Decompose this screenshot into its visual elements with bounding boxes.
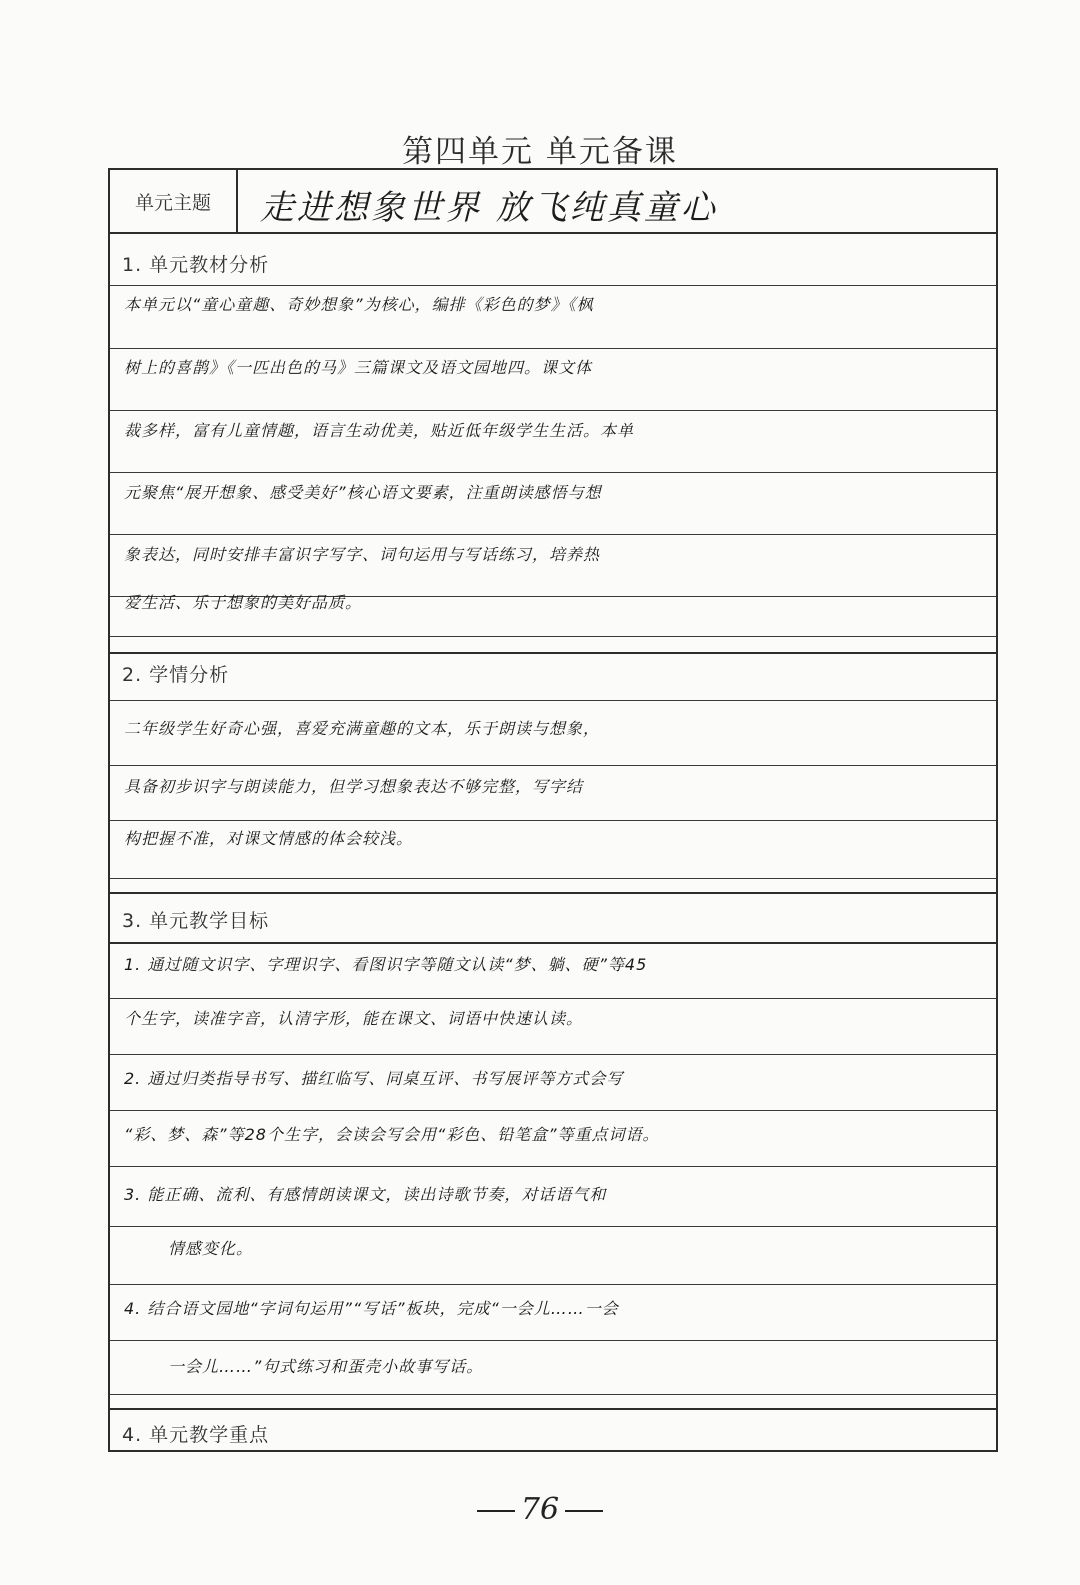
handwritten-line: 一会儿……”句式练习和蛋壳小故事写话。 (168, 1357, 484, 1376)
ruled-line (110, 534, 996, 535)
page-number-value: 76 (520, 1492, 560, 1527)
handwritten-line: 2. 通过归类指导书写、描红临写、同桌互评、书写展评等方式会写 (124, 1069, 624, 1088)
handwritten-line: 爱生活、乐于想象的美好品质。 (124, 593, 363, 612)
ruled-line (110, 636, 996, 637)
section-label-teaching-focus: 4. 单元教学重点 (122, 1424, 270, 1446)
lesson-plan-form (108, 168, 998, 1452)
section-label-material-analysis: 1. 单元教材分析 (122, 254, 270, 276)
handwritten-line: “彩、梦、森”等28个生字，会读会写会用“彩色、铅笔盒”等重点词语。 (124, 1125, 660, 1144)
ruled-line (110, 348, 996, 349)
handwritten-line: 情感变化。 (168, 1239, 254, 1258)
ruled-line (110, 942, 996, 944)
section-label-teaching-goals: 3. 单元教学目标 (122, 910, 270, 932)
unit-theme-label: 单元主题 (110, 170, 238, 232)
ruled-line (110, 1226, 996, 1227)
handwritten-line: 1. 通过随文识字、字理识字、看图识字等随文认读“梦、躺、硬”等45 (124, 955, 648, 974)
ruled-line (110, 410, 996, 411)
section-divider (110, 652, 996, 654)
ruled-line (110, 1394, 996, 1395)
handwritten-line: 具备初步识字与朗读能力，但学习想象表达不够完整，写字结 (124, 777, 584, 796)
handwritten-line: 二年级学生好奇心强，喜爱充满童趣的文本，乐于朗读与想象， (124, 719, 601, 738)
dash-left (477, 1510, 515, 1512)
ruled-line (110, 820, 996, 821)
section-label-student-analysis: 2. 学情分析 (122, 664, 230, 686)
ruled-line (110, 998, 996, 999)
ruled-line (110, 285, 996, 286)
handwritten-line: 树上的喜鹊》《一匹出色的马》三篇课文及语文园地四。课文体 (124, 358, 593, 377)
ruled-line (110, 1054, 996, 1055)
ruled-line (110, 700, 996, 701)
handwritten-line: 本单元以“童心童趣、奇妙想象”为核心，编排《彩色的梦》《枫 (124, 295, 594, 314)
dash-right (565, 1510, 603, 1512)
section-divider (110, 1408, 996, 1410)
ruled-line (110, 472, 996, 473)
handwritten-line: 元聚焦“展开想象、感受美好”核心语文要素，注重朗读感悟与想 (124, 483, 602, 502)
handwritten-line: 3. 能正确、流利、有感情朗读课文，读出诗歌节奏，对话语气和 (124, 1185, 607, 1204)
ruled-line (110, 1166, 996, 1167)
handwritten-line: 象表达，同时安排丰富识字写字、词句运用与写话练习，培养热 (124, 545, 601, 564)
section-divider (110, 892, 996, 894)
page-number (0, 1492, 1080, 1527)
ruled-line (110, 878, 996, 879)
page-title: 第四单元 单元备课 (402, 134, 678, 170)
ruled-line (110, 1110, 996, 1111)
handwritten-line: 构把握不准，对课文情感的体会较浅。 (124, 829, 414, 848)
unit-theme-value: 走进想象世界 放飞纯真童心 (260, 188, 718, 228)
ruled-line (110, 1340, 996, 1341)
handwritten-line: 裁多样，富有儿童情趣，语言生动优美，贴近低年级学生生活。本单 (124, 421, 635, 440)
handwritten-line: 4. 结合语文园地“字词句运用”“写话”板块，完成“一会儿……一会 (124, 1299, 619, 1318)
row-divider (110, 232, 996, 234)
ruled-line (110, 765, 996, 766)
ruled-line (110, 1284, 996, 1285)
handwritten-line: 个生字，读准字音，认清字形，能在课文、词语中快速认读。 (124, 1009, 584, 1028)
